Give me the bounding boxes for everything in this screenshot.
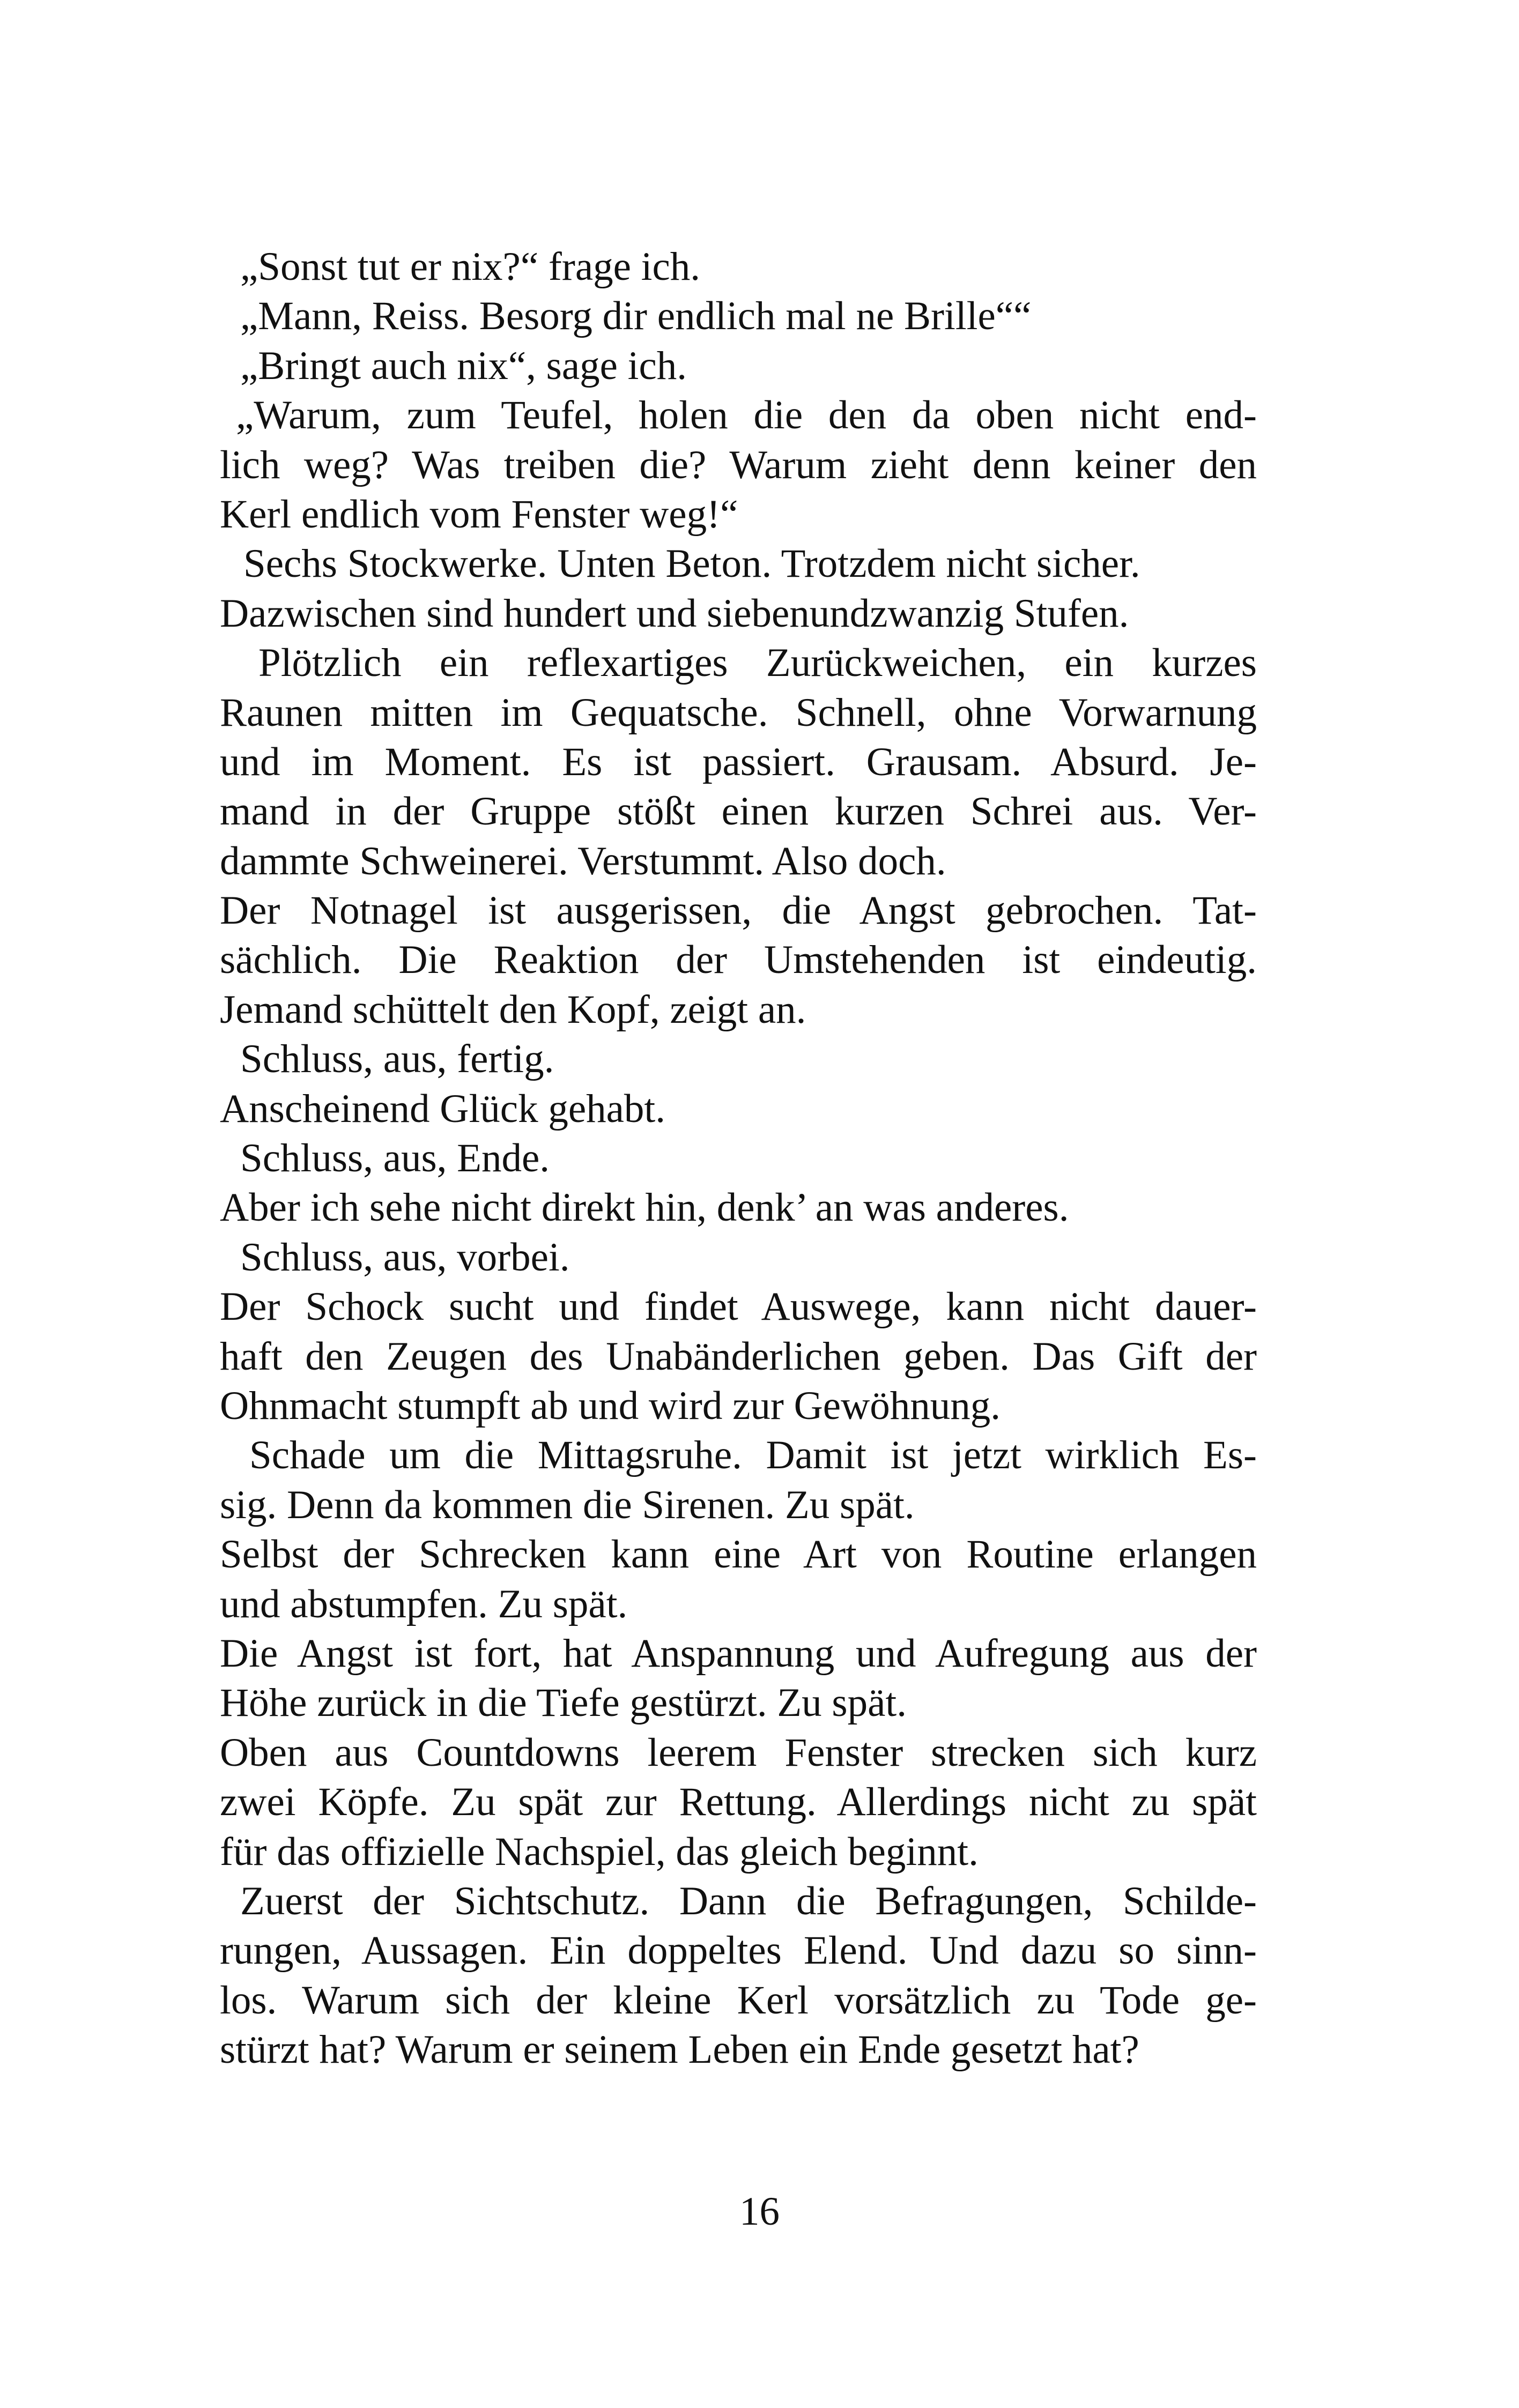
text-line: für das offizielle Nachspiel, das gleich beginnt.	[220, 1829, 979, 1874]
text-line: Der Notnagel ist ausgerissen, die Angst gebrochen. Tat-	[220, 888, 1257, 933]
text-line: zwei Köpfe. Zu spät zur Rettung. Allerdings nicht zu spät	[220, 1780, 1257, 1825]
text-line: mand in der Gruppe stößt einen kurzen Schrei aus. Ver-	[220, 789, 1257, 834]
text-line: Aber ich sehe nicht direkt hin, denk’ an was anderes.	[220, 1185, 1069, 1230]
text-line: Oben aus Countdowns leerem Fenster strecken sich kurz	[220, 1730, 1257, 1775]
text-line: Kerl endlich vom Fenster weg!“	[220, 492, 738, 537]
text-line: stürzt hat? Warum er seinem Leben ein Ende gesetzt hat?	[220, 2027, 1139, 2072]
text-line: Zuerst der Sichtschutz. Dann die Befragungen, Schilde-	[240, 1878, 1257, 1923]
text-line: Schluss, aus, vorbei.	[240, 1235, 570, 1280]
text-line: sächlich. Die Reaktion der Umstehenden ist eindeutig.	[220, 938, 1257, 983]
text-line: Die Angst ist fort, hat Anspannung und Aufregung aus der	[220, 1631, 1257, 1676]
text-line: „Mann, Reiss. Besorg dir endlich mal ne Brille““	[240, 294, 1032, 339]
text-line: Anscheinend Glück gehabt.	[220, 1086, 666, 1131]
text-line: Jemand schüttelt den Kopf, zeigt an.	[220, 987, 806, 1032]
text-line: haft den Zeugen des Unabänderlichen geben. Das Gift der	[220, 1334, 1257, 1379]
text-line: Selbst der Schrecken kann eine Art von Routine erlangen	[220, 1532, 1257, 1577]
text-line: Ohnmacht stumpft ab und wird zur Gewöhnung.	[220, 1383, 1001, 1428]
text-line: Schluss, aus, fertig.	[240, 1037, 554, 1082]
text-line: und im Moment. Es ist passiert. Grausam. Absurd. Je-	[220, 739, 1257, 784]
text-line: los. Warum sich der kleine Kerl vorsätzlich zu Tode ge-	[220, 1978, 1257, 2023]
text-line: sig. Denn da kommen die Sirenen. Zu spät.	[220, 1482, 915, 1527]
text-line: Schade um die Mittagsruhe. Damit ist jetzt wirklich Es-	[249, 1433, 1257, 1478]
text-line: und abstumpfen. Zu spät.	[220, 1581, 628, 1626]
text-line: dammte Schweinerei. Verstummt. Also doch.	[220, 838, 946, 883]
text-line: Sechs Stockwerke. Unten Beton. Trotzdem nicht sicher.	[243, 541, 1140, 586]
text-line: rungen, Aussagen. Ein doppeltes Elend. Und dazu so sinn-	[220, 1928, 1257, 1973]
body-text	[220, 242, 1257, 2075]
text-line: „Bringt auch nix“, sage ich.	[240, 343, 687, 388]
text-line: Der Schock sucht und findet Auswege, kann nicht dauer-	[220, 1284, 1257, 1329]
text-line: „Sonst tut er nix?“ frage ich.	[240, 244, 701, 289]
text-line: Plötzlich ein reflexartiges Zurückweichen, ein kurzes	[258, 641, 1257, 686]
text-line: Schluss, aus, Ende.	[240, 1136, 550, 1181]
text-line: Dazwischen sind hundert und siebenundzwanzig Stufen.	[220, 591, 1129, 636]
page-number: 16	[739, 2189, 780, 2234]
text-line: „Warum, zum Teufel, holen die den da oben nicht end-	[236, 393, 1257, 438]
text-line: Raunen mitten im Gequatsche. Schnell, ohne Vorwarnung	[220, 690, 1257, 735]
text-line: Höhe zurück in die Tiefe gestürzt. Zu spät.	[220, 1681, 907, 1726]
text-line: lich weg? Was treiben die? Warum zieht denn keiner den	[220, 442, 1257, 487]
